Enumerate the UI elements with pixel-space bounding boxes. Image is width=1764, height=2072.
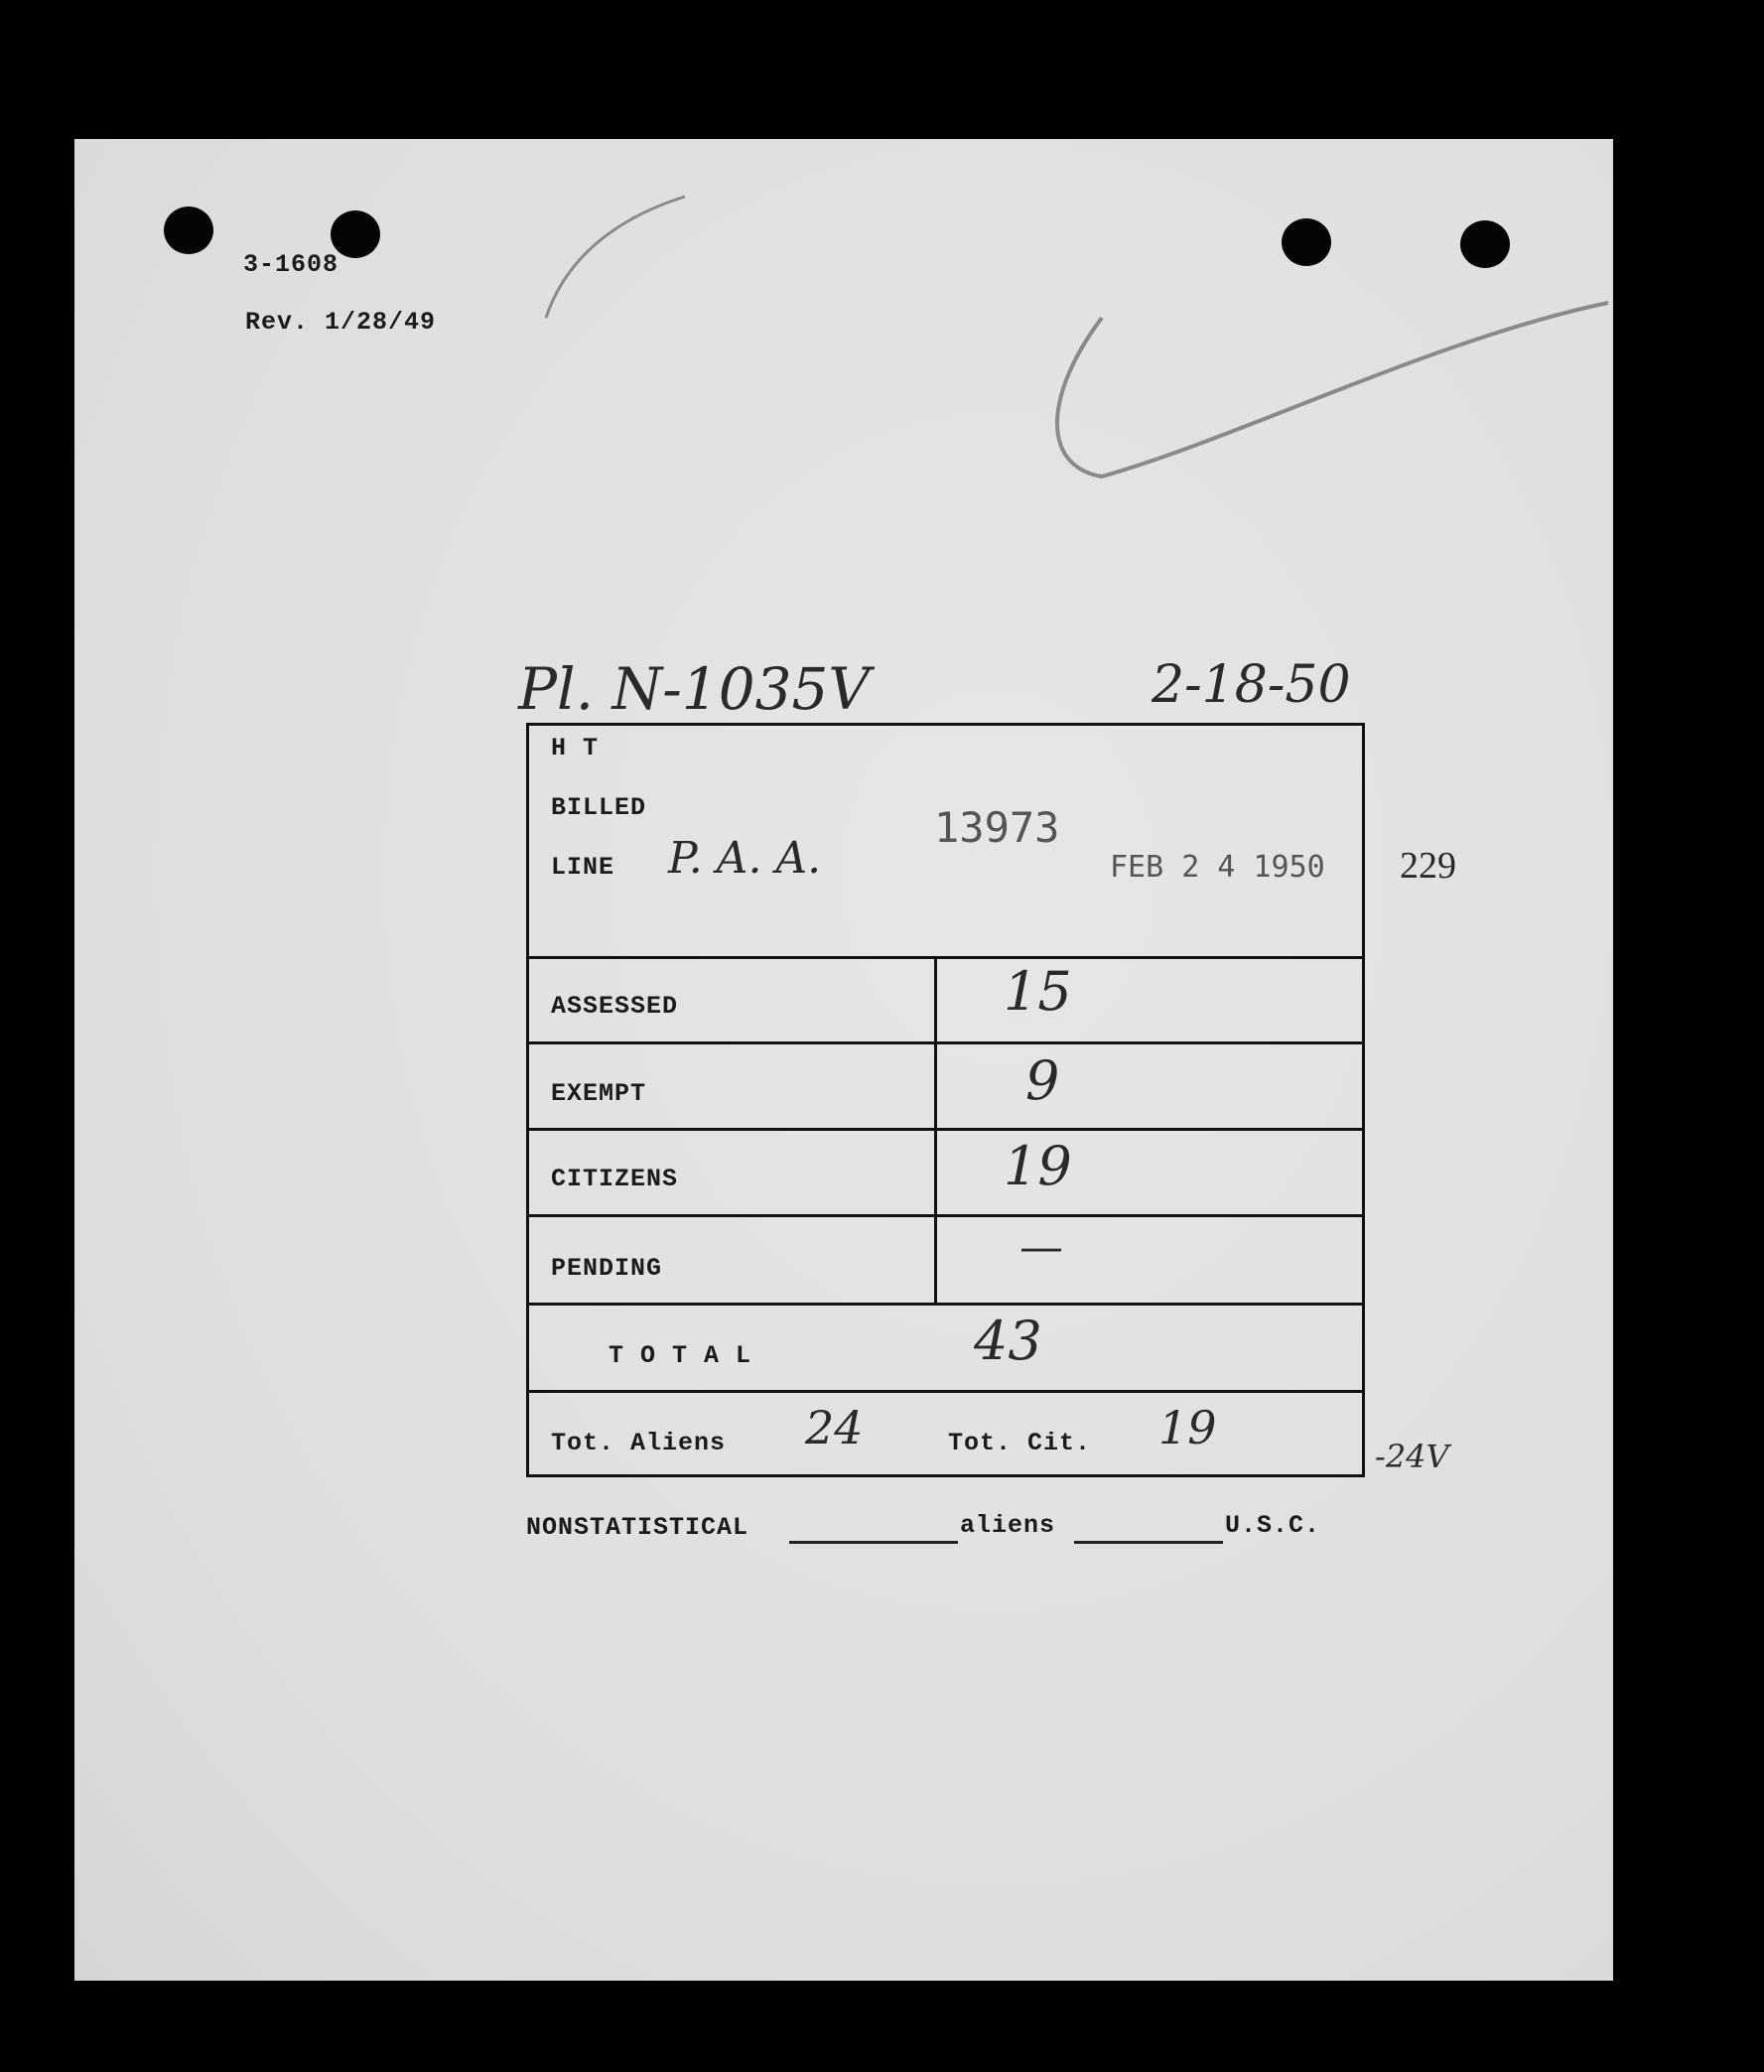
handwritten-date: 2-18-50: [1152, 655, 1351, 715]
row-label-citizens: CITIZENS: [551, 1165, 679, 1193]
divider: [529, 1303, 1362, 1306]
blank-line: [1074, 1541, 1223, 1544]
divider: [529, 1390, 1362, 1393]
stamp-date: FEB 2 4 1950: [1110, 850, 1325, 885]
side-number: 229: [1400, 845, 1456, 887]
header-line-2: BILLED: [551, 793, 647, 822]
row-value-pending: —: [1019, 1222, 1063, 1273]
nonstatistical-label: NONSTATISTICAL: [526, 1513, 749, 1542]
row-value-exempt: 9: [1025, 1049, 1060, 1112]
tot-cit-value: 19: [1158, 1401, 1217, 1454]
blank-line: [789, 1541, 958, 1544]
row-value-citizens: 19: [1004, 1135, 1072, 1197]
stamp-number: 13973: [934, 803, 1060, 852]
divider: [529, 956, 1362, 959]
tot-aliens-label: Tot. Aliens: [551, 1429, 727, 1457]
form-revision: Rev. 1/28/49: [245, 308, 437, 337]
line-value: P. A. A.: [668, 833, 822, 884]
usc-label: U.S.C.: [1225, 1511, 1321, 1540]
header-line-1: H T: [551, 734, 600, 762]
row-label-exempt: EXEMPT: [551, 1079, 647, 1108]
total-label: T O T A L: [609, 1341, 752, 1370]
divider: [529, 1128, 1362, 1131]
form-number: 3-1608: [243, 250, 339, 279]
tot-cit-label: Tot. Cit.: [948, 1429, 1092, 1457]
aliens-label: aliens: [960, 1511, 1056, 1540]
handwritten-reference: Pl. N-1035V: [518, 655, 871, 723]
row-label-pending: PENDING: [551, 1254, 663, 1283]
column-divider: [934, 956, 937, 1306]
divider: [529, 1214, 1362, 1217]
header-line-label: LINE: [551, 853, 615, 882]
side-mark: -24V: [1375, 1438, 1449, 1475]
row-label-assessed: ASSESSED: [551, 992, 679, 1021]
divider: [529, 1041, 1362, 1044]
form-table: [526, 723, 1365, 1477]
row-value-assessed: 15: [1004, 960, 1072, 1023]
tot-aliens-value: 24: [805, 1401, 864, 1454]
total-value: 43: [974, 1310, 1042, 1372]
